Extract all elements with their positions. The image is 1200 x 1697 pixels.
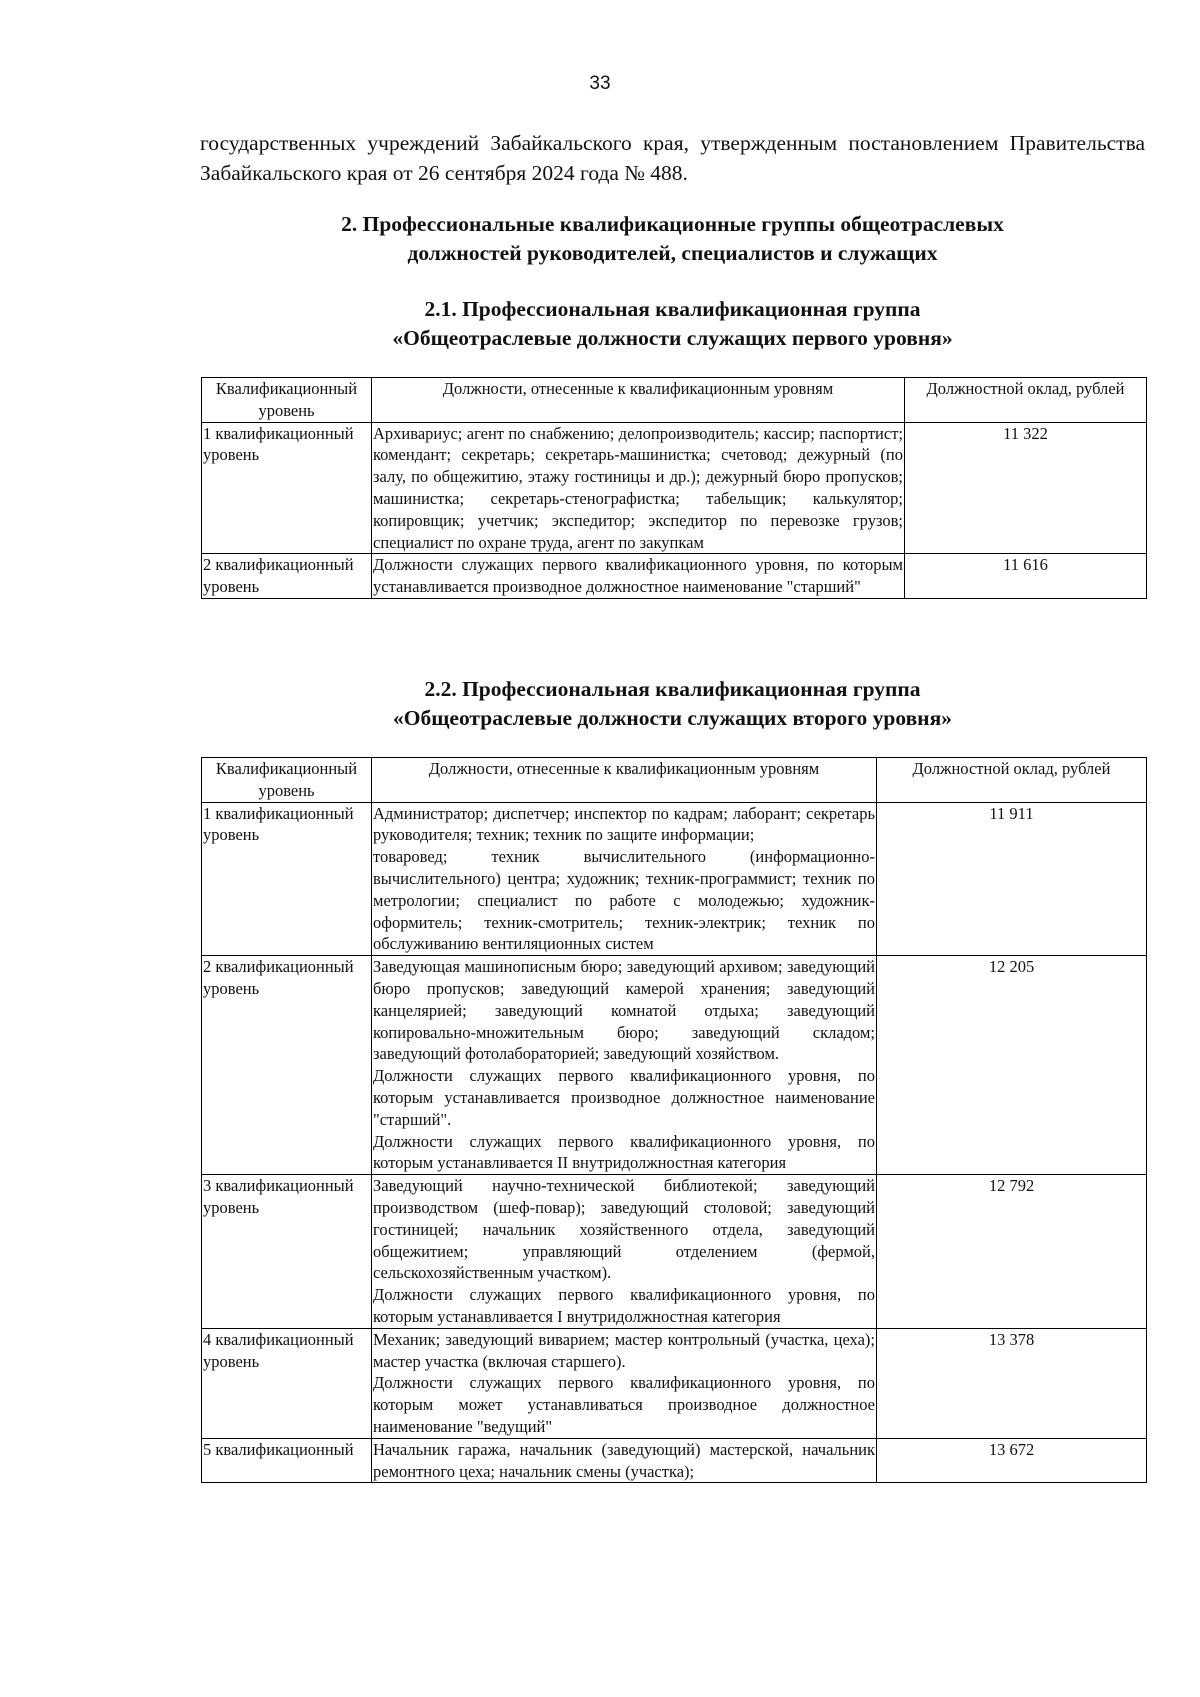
positions-text: Заведующая машинописным бюро; заведующий архивом; заведующий бюро пропусков; заведующий камерой хранения; заведующий канцелярией; заведующий комнатой отдыха; заведующий копировально-множительным бюро; заведующий складом; заведующий фотолабораторией; заведующий хозяйством. Должности служащих первого квалификационного уровня, по которым устанавливается производное должностное наименование "старший". Должности служащих первого квалификационного уровня, по которым устанавливается II внутридолжностная категория <box>373 957 875 1173</box>
positions-cell <box>372 422 905 554</box>
level-cell: 3 квалификационный уровень <box>202 1175 372 1329</box>
positions-cell <box>372 1175 877 1329</box>
table-row <box>202 422 1147 554</box>
positions-cell <box>372 1438 877 1483</box>
header-level: Квалификационный уровень <box>202 378 372 423</box>
salary-cell: 11 322 <box>905 422 1147 554</box>
level-cell: 2 квалификационный уровень <box>202 956 372 1175</box>
table-row <box>202 1328 1147 1438</box>
positions-cell <box>372 1328 877 1438</box>
table-row <box>202 802 1147 956</box>
positions-cell <box>372 802 877 956</box>
level-cell: 5 квалификационный <box>202 1438 372 1483</box>
positions-cell <box>372 554 905 599</box>
salary-cell: 11 911 <box>877 802 1147 956</box>
group-2-2-title-line1: 2.2. Профессиональная квалификационная группа <box>424 677 921 701</box>
level-cell: 1 квалификационный уровень <box>202 422 372 554</box>
header-positions: Должности, отнесенные к квалификационным уровням <box>372 758 877 803</box>
table-row <box>202 554 1147 599</box>
positions-text: Заведующий научно-технической библиотекой; заведующий производством (шеф-повар); заведующий столовой; заведующий гостиницей; начальник хозяйственного отдела, заведующий общежитием; управляющий отделением (фермой, сельскохозяйственным участком). Должности служащих первого квалификационного уровня, по которым устанавливается I внутридолжностная категория <box>373 1176 875 1326</box>
group-2-1-title-line1: 2.1. Профессиональная квалификационная группа <box>424 297 921 321</box>
group-2-2-heading <box>200 675 1145 733</box>
group-2-1-title-line2: «Общеотраслевые должности служащих первого уровня» <box>392 326 953 350</box>
table-header-row <box>202 378 1147 423</box>
header-salary: Должностной оклад, рублей <box>905 378 1147 423</box>
level-cell: 1 квалификационный уровень <box>202 802 372 956</box>
header-positions: Должности, отнесенные к квалификационным уровням <box>372 378 905 423</box>
table-row <box>202 956 1147 1175</box>
positions-text: Начальник гаража, начальник (заведующий) мастерской, начальник ремонтного цеха; начальник смены (участка); <box>373 1439 875 1481</box>
salary-cell: 12 792 <box>877 1175 1147 1329</box>
group-2-1-heading <box>200 295 1145 353</box>
group-2-2-title-line2: «Общеотраслевые должности служащих второго уровня» <box>393 706 952 730</box>
positions-cell <box>372 956 877 1175</box>
section-2-title-line2: должностей руководителей, специалистов и служащих <box>407 241 938 265</box>
section-2-heading <box>200 210 1145 268</box>
salary-cell: 13 672 <box>877 1438 1147 1483</box>
intro-paragraph: государственных учреждений Забайкальского края, утвержденным постановлением Правительства Забайкальского края от 26 сентября 2024 года № 488. <box>200 131 1145 185</box>
header-salary: Должностной оклад, рублей <box>877 758 1147 803</box>
level-cell: 2 квалификационный уровень <box>202 554 372 599</box>
salary-cell: 11 616 <box>905 554 1147 599</box>
positions-text: Архивариус; агент по снабжению; делопроизводитель; кассир; паспортист; комендант; секретарь; секретарь-машинистка; счетовод; дежурный (по залу, по общежитию, этажу гостиницы и др.); дежурный бюро пропусков; машинистка; секретарь-стенографистка; табельщик; калькулятор; копировщик; учетчик; экспедитор; экспедитор по перевозке грузов; специалист по охране труда, агент по закупкам <box>373 423 903 552</box>
page-number: 33 <box>589 73 611 94</box>
positions-text: Администратор; диспетчер; инспектор по кадрам; лаборант; секретарь руководителя; техник; техник по защите информации; товаровед; техник вычислительного (информационно-вычислительного) центра; художник; техник-программист; техник по метрологии; специалист по работе с молодежью; художник-оформитель; техник-смотритель; техник-электрик; техник по обслуживанию вентиляционных систем <box>373 803 875 954</box>
positions-text: Механик; заведующий виварием; мастер контрольный (участка, цеха); мастер участка (включая старшего). Должности служащих первого квалификационного уровня, по которым может устанавливаться производное должностное наименование "ведущий" <box>373 1329 875 1436</box>
table-header-row <box>202 758 1147 803</box>
table-row <box>202 1175 1147 1329</box>
positions-text: Должности служащих первого квалификационного уровня, по которым устанавливается производное должностное наименование "старший" <box>373 555 903 597</box>
salary-cell: 13 378 <box>877 1328 1147 1438</box>
table-row <box>202 1438 1147 1483</box>
salary-cell: 12 205 <box>877 956 1147 1175</box>
group-2-2-table <box>201 757 1147 1483</box>
header-level: Квалификационный уровень <box>202 758 372 803</box>
level-cell: 4 квалификационный уровень <box>202 1328 372 1438</box>
section-2-title-line1: 2. Профессиональные квалификационные группы общеотраслевых <box>341 212 1004 236</box>
group-2-1-table <box>201 377 1147 599</box>
